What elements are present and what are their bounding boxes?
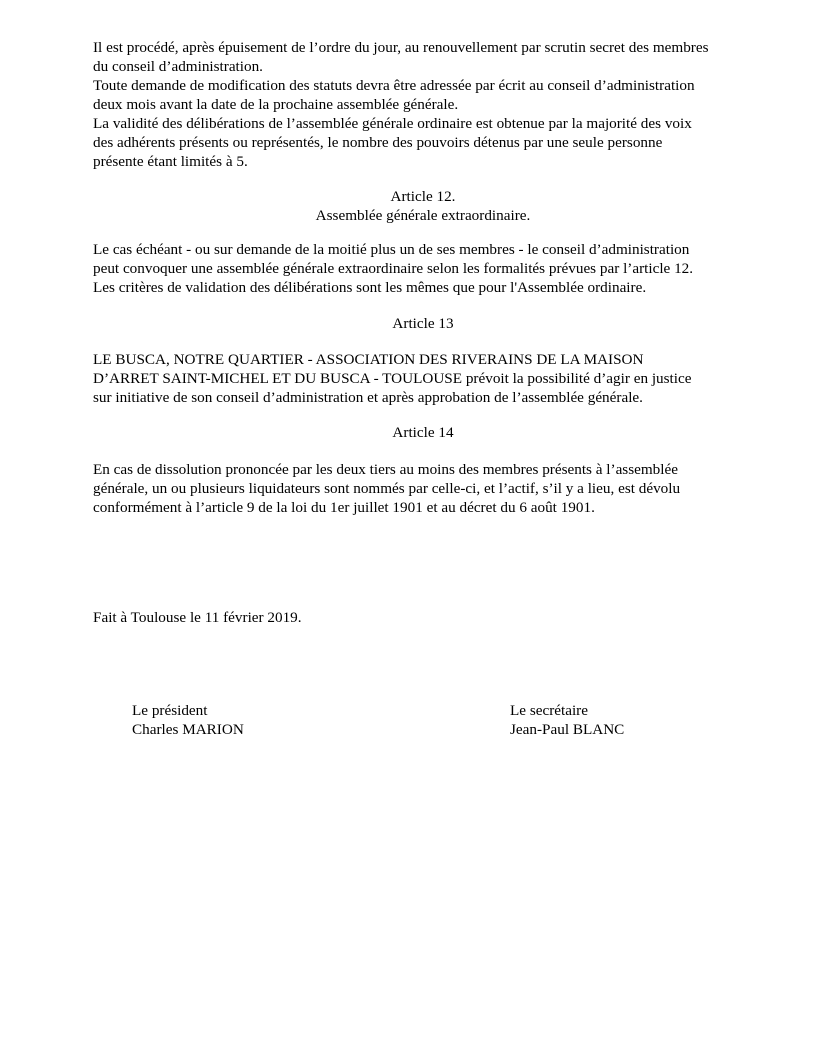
- intro-line: présente étant limités à 5.: [93, 153, 248, 170]
- article-14-paragraph: [93, 460, 753, 517]
- article-12-line: Les critères de validation des délibérations sont les mêmes que pour l'Assemblée ordinaire.: [93, 279, 647, 296]
- intro-paragraph: [93, 38, 753, 171]
- article-12-heading-block: [93, 187, 753, 225]
- secretary-signature-block: [510, 701, 624, 739]
- place-date-line: Fait à Toulouse le 11 février 2019.: [93, 609, 302, 626]
- article-12-heading: Article 12.: [390, 188, 456, 205]
- article-13-paragraph: [93, 350, 753, 407]
- intro-line: La validité des délibérations de l’assemblée générale ordinaire est obtenue par la majorité des voix: [93, 115, 692, 132]
- article-13-heading: Article 13: [392, 315, 454, 332]
- president-signature-block: [132, 701, 244, 739]
- intro-line: deux mois avant la date de la prochaine assemblée générale.: [93, 96, 459, 113]
- article-14-heading: Article 14: [392, 424, 454, 441]
- intro-line: du conseil d’administration.: [93, 58, 263, 75]
- secretary-name: Jean-Paul BLANC: [510, 721, 625, 738]
- article-14-line: générale, un ou plusieurs liquidateurs sont nommés par celle-ci, et l’actif, s’il y a lieu, est dévolu: [93, 480, 681, 497]
- article-13-line: [93, 369, 753, 388]
- article-12-paragraph: [93, 240, 753, 297]
- article-13-line-rest: prévoit la possibilité d’agir en justice: [462, 370, 692, 387]
- article-14-heading-block: [93, 423, 753, 442]
- article-12-line: Le cas échéant - ou sur demande de la moitié plus un de ses membres - le conseil d’administration: [93, 241, 690, 258]
- intro-line: Il est procédé, après épuisement de l’ordre du jour, au renouvellement par scrutin secret des membres: [93, 39, 709, 56]
- intro-line: des adhérents présents ou représentés, le nombre des pouvoirs détenus par une seule personne: [93, 134, 663, 151]
- article-12-line: peut convoquer une assemblée générale extraordinaire selon les formalités prévues par l’article 12.: [93, 260, 694, 277]
- article-13-heading-block: [93, 314, 753, 333]
- article-12-subheading: Assemblée générale extraordinaire.: [315, 207, 531, 224]
- article-13-line: sur initiative de son conseil d’administration et après approbation de l’assemblée générale.: [93, 389, 643, 406]
- president-title: Le président: [132, 702, 208, 719]
- association-name-part: D’ARRET SAINT-MICHEL ET DU BUSCA - TOULOUSE: [93, 370, 463, 387]
- article-13-line: LE BUSCA, NOTRE QUARTIER - ASSOCIATION DES RIVERAINS DE LA MAISON: [93, 351, 644, 368]
- intro-line: Toute demande de modification des statuts devra être adressée par écrit au conseil d’administration: [93, 77, 695, 94]
- secretary-title: Le secrétaire: [510, 702, 588, 719]
- place-date: [93, 608, 753, 627]
- article-14-line: conformément à l’article 9 de la loi du 1er juillet 1901 et au décret du 6 août 1901.: [93, 499, 595, 516]
- article-14-line: En cas de dissolution prononcée par les deux tiers au moins des membres présents à l’assemblée: [93, 461, 678, 478]
- president-name: Charles MARION: [132, 721, 244, 738]
